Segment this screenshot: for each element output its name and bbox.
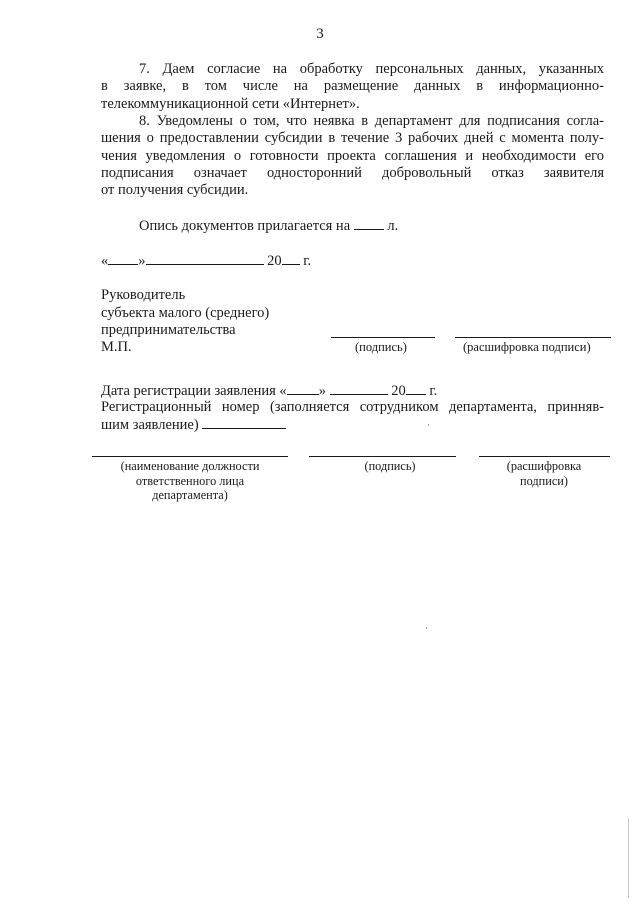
registration-number-blank[interactable] [202,416,286,429]
inventory-prefix: Опись документов прилагается на [139,218,351,234]
application-date-line [101,252,311,270]
date-year-suffix: г. [303,253,312,269]
scan-speck [426,627,427,629]
consent-line-2: в заявке, в том числе на размещение данных в информационно- [101,78,604,95]
seal-label: М.П. [101,339,132,355]
registration-number-line-1: Регистрационный номер (заполняется сотрудником департамента, принняв- [101,399,604,415]
signer-title-line-1: Руководитель [101,287,186,303]
notice-line-2: шения о предоставлении субсидии в течение 3 рабочих дней с момента полу- [101,130,604,147]
registration-year-prefix: 20 [391,383,406,399]
registration-number-line-2: шим заявление) [101,417,199,434]
official-decoding-line[interactable] [479,456,610,457]
official-signature-caption-text: (подпись) [364,459,416,473]
date-year-prefix: 20 [267,253,282,269]
notice-line-5: от получения субсидии. [101,182,249,199]
notice-paragraph [101,113,604,199]
notice-line-4: подписания означает односторонний добровольный отказ заявителя [101,164,604,181]
signer-signature-line[interactable] [331,337,435,338]
official-decoding-caption-2: подписи) [520,473,568,488]
signer-title-line-2: субъекта малого (среднего) [101,305,270,321]
signer-decoding-line[interactable] [455,337,611,338]
official-signature-line[interactable] [309,456,456,457]
notice-line-1: 8. Уведомлены о том, что неявка в департамент для подписания согла- [139,113,604,129]
date-close-quote: » [138,253,146,269]
registration-date-close: » [318,383,326,399]
date-year-blank[interactable] [282,252,300,265]
registration-number-paragraph [101,399,604,435]
notice-line-3: чения уведомления о готовности проекта соглашения и необходимости его [101,147,604,164]
official-position-caption [96,459,284,503]
official-position-caption-1: (наименование должности [120,459,260,473]
consent-paragraph [101,61,604,113]
page-number: 3 [316,26,324,42]
inventory-line [139,217,398,235]
registration-year-suffix: г. [429,383,438,399]
inventory-suffix: л. [387,218,399,234]
consent-line-1: 7. Даем согласие на обработку персональных данных, указанных [139,61,604,77]
official-position-caption-3: департамента) [152,488,228,502]
registration-date-prefix: Дата регистрации заявления « [101,383,287,399]
scan-edge-artifact [628,818,629,898]
official-decoding-caption-1: (расшифровка [506,459,582,473]
consent-line-3: телекоммуникационной сети «Интернет». [101,95,360,112]
date-open-quote: « [101,253,109,269]
registration-number-line-2-wrap [101,416,604,434]
registration-day-blank[interactable] [287,382,319,395]
date-day-blank[interactable] [108,252,138,265]
signer-title-line-3: предпринимательства [101,322,236,338]
official-position-caption-2: ответственного лица [135,473,245,488]
signer-signature-caption: (подпись) [355,340,407,354]
official-position-line[interactable] [92,456,288,457]
signer-decoding-caption: (расшифровка подписи) [463,340,591,354]
scan-speck [428,424,429,426]
inventory-pages-blank[interactable] [354,217,384,230]
registration-date-line [101,382,437,400]
registration-month-blank[interactable] [330,382,388,395]
registration-year-blank[interactable] [406,382,426,395]
official-decoding-caption [480,459,608,488]
date-month-blank[interactable] [146,252,264,265]
official-signature-caption [330,459,450,474]
